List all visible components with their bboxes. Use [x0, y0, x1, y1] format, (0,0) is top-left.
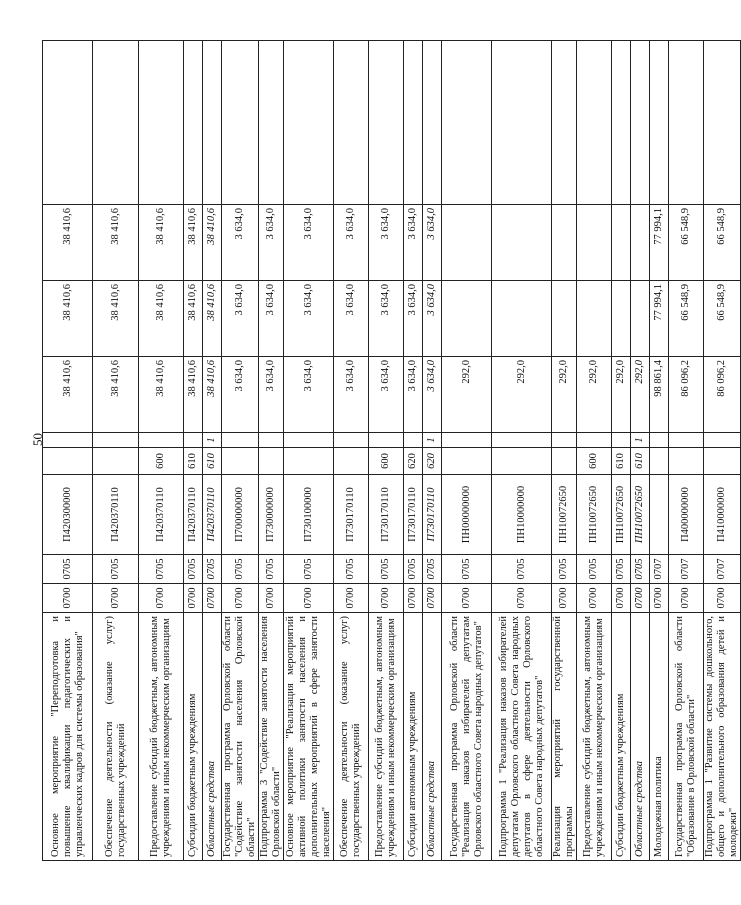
section-code: 0700: [184, 584, 203, 613]
amount-2: [442, 281, 492, 357]
section-code: 0700: [259, 584, 284, 613]
expense-type-code: 610: [631, 448, 650, 475]
expense-type-code: [334, 448, 369, 475]
section-code: 0700: [612, 584, 631, 613]
empty-cell: [203, 41, 222, 205]
funding-mark: 1: [203, 433, 222, 448]
funding-mark: [704, 433, 741, 448]
subsection-code: 0705: [492, 555, 552, 584]
amount-3: 3 634,0: [334, 205, 369, 281]
amount-2: 66 548,9: [704, 281, 741, 357]
amount-3: 38 410,6: [43, 205, 93, 281]
amount-2: 38 410,6: [184, 281, 203, 357]
funding-mark: [184, 433, 203, 448]
amount-1: 292,0: [612, 357, 631, 433]
row-name: Подпрограмма 3 "Содействие занятости населения Орловской области": [259, 613, 284, 861]
expense-type-code: [704, 448, 741, 475]
row-name: Субсидии автономным учреждениям: [404, 613, 423, 861]
subsection-code: 0705: [612, 555, 631, 584]
section-code: 0700: [334, 584, 369, 613]
amount-3: 66 548,9: [704, 205, 741, 281]
row-name: Обеспечение деятельности (оказание услуг) государственных учреждений: [334, 613, 369, 861]
amount-3: [492, 205, 552, 281]
amount-1: 3 634,0: [284, 357, 334, 433]
section-code: 0700: [704, 584, 741, 613]
target-article-code: П730170110: [334, 475, 369, 555]
funding-mark: [492, 433, 552, 448]
amount-1: 38 410,6: [93, 357, 139, 433]
row-name: Областные средства: [423, 613, 442, 861]
amount-2: 3 634,0: [259, 281, 284, 357]
section-code: 0700: [492, 584, 552, 613]
empty-cell: [669, 41, 704, 205]
expense-type-code: 610: [203, 448, 222, 475]
expense-type-code: [552, 448, 577, 475]
amount-2: [631, 281, 650, 357]
expense-type-code: [43, 448, 93, 475]
target-article-code: ПН10072650: [577, 475, 612, 555]
amount-2: 38 410,6: [93, 281, 139, 357]
row-name: Основное мероприятие "Переподготовка и повышение квалификации педагогических и управленческих кадров для системы образования": [43, 613, 93, 861]
table-row: [184, 41, 203, 861]
amount-1: 292,0: [442, 357, 492, 433]
subsection-code: 0705: [93, 555, 139, 584]
table-row: [669, 41, 704, 861]
amount-1: 38 410,6: [43, 357, 93, 433]
empty-cell: [631, 41, 650, 205]
target-article-code: П420370110: [184, 475, 203, 555]
table-row: [442, 41, 492, 861]
expense-type-code: 620: [404, 448, 423, 475]
amount-2: [577, 281, 612, 357]
amount-1: 86 096,2: [669, 357, 704, 433]
amount-1: 38 410,6: [203, 357, 222, 433]
expense-type-code: 610: [612, 448, 631, 475]
amount-2: 38 410,6: [139, 281, 184, 357]
amount-3: 38 410,6: [93, 205, 139, 281]
funding-mark: [93, 433, 139, 448]
empty-cell: [552, 41, 577, 205]
amount-3: 3 634,0: [222, 205, 259, 281]
funding-mark: [552, 433, 577, 448]
expense-type-code: [492, 448, 552, 475]
target-article-code: П420370110: [203, 475, 222, 555]
amount-3: 77 994,1: [650, 205, 669, 281]
target-article-code: П730170110: [404, 475, 423, 555]
amount-1: 3 634,0: [334, 357, 369, 433]
amount-3: 3 634,0: [284, 205, 334, 281]
table-row: [577, 41, 612, 861]
target-article-code: ПН10072650: [631, 475, 650, 555]
amount-3: 38 410,6: [184, 205, 203, 281]
target-article-code: П410000000: [704, 475, 741, 555]
target-article-code: П730000000: [259, 475, 284, 555]
subsection-code: 0705: [222, 555, 259, 584]
expense-type-code: [259, 448, 284, 475]
funding-mark: [577, 433, 612, 448]
subsection-code: 0705: [334, 555, 369, 584]
funding-mark: [404, 433, 423, 448]
amount-2: 38 410,6: [43, 281, 93, 357]
subsection-code: 0705: [139, 555, 184, 584]
row-name: Предоставление субсидий бюджетным, автономным учреждениям и иным некоммерческим организациям: [369, 613, 404, 861]
funding-mark: [222, 433, 259, 448]
section-code: 0700: [139, 584, 184, 613]
expense-type-code: [284, 448, 334, 475]
section-code: 0700: [203, 584, 222, 613]
empty-cell: [222, 41, 259, 205]
section-code: 0700: [284, 584, 334, 613]
subsection-code: 0705: [284, 555, 334, 584]
table-row: [650, 41, 669, 861]
amount-3: 66 548,9: [669, 205, 704, 281]
budget-table: [42, 40, 741, 861]
funding-mark: [369, 433, 404, 448]
amount-2: 3 634,0: [284, 281, 334, 357]
expense-type-code: 610: [184, 448, 203, 475]
empty-cell: [259, 41, 284, 205]
empty-cell: [43, 41, 93, 205]
empty-cell: [704, 41, 741, 205]
amount-3: [577, 205, 612, 281]
expense-type-code: [669, 448, 704, 475]
funding-mark: [334, 433, 369, 448]
subsection-code: 0705: [631, 555, 650, 584]
row-name: Обеспечение деятельности (оказание услуг) государственных учреждений: [93, 613, 139, 861]
target-article-code: П700000000: [222, 475, 259, 555]
amount-1: 98 861,4: [650, 357, 669, 433]
target-article-code: П420300000: [43, 475, 93, 555]
budget-table-body: [43, 41, 741, 861]
row-name: Реализация мероприятий государственной программы: [552, 613, 577, 861]
subsection-code: 0705: [423, 555, 442, 584]
amount-2: 3 634,0: [404, 281, 423, 357]
row-name: Областные средства: [631, 613, 650, 861]
amount-1: 86 096,2: [704, 357, 741, 433]
section-code: 0700: [369, 584, 404, 613]
subsection-code: 0705: [442, 555, 492, 584]
subsection-code: 0705: [259, 555, 284, 584]
amount-3: 3 634,0: [369, 205, 404, 281]
target-article-code: ПН10072650: [552, 475, 577, 555]
empty-cell: [423, 41, 442, 205]
amount-3: [442, 205, 492, 281]
target-article-code: П730170110: [369, 475, 404, 555]
funding-mark: [612, 433, 631, 448]
amount-1: 292,0: [631, 357, 650, 433]
amount-1: 292,0: [492, 357, 552, 433]
amount-3: 38 410,6: [139, 205, 184, 281]
section-code: 0700: [423, 584, 442, 613]
table-row: [284, 41, 334, 861]
row-name: Субсидии бюджетным учреждениям: [612, 613, 631, 861]
table-row: [612, 41, 631, 861]
row-name: Государственная программа Орловской области "Содействие занятости населения Орловской области": [222, 613, 259, 861]
amount-1: 292,0: [552, 357, 577, 433]
row-name: Государственная программа Орловской области "Реализация наказов избирателей депутатам Орловского областного Совета народных депутатов": [442, 613, 492, 861]
empty-cell: [650, 41, 669, 205]
section-code: 0700: [631, 584, 650, 613]
amount-2: 77 994,1: [650, 281, 669, 357]
empty-cell: [442, 41, 492, 205]
subsection-code: 0705: [203, 555, 222, 584]
funding-mark: 1: [423, 433, 442, 448]
funding-mark: [650, 433, 669, 448]
target-article-code: ПН00000000: [442, 475, 492, 555]
amount-1: 38 410,6: [184, 357, 203, 433]
expense-type-code: 600: [369, 448, 404, 475]
expense-type-code: [442, 448, 492, 475]
section-code: 0700: [404, 584, 423, 613]
empty-cell: [284, 41, 334, 205]
empty-cell: [334, 41, 369, 205]
subsection-code: 0707: [650, 555, 669, 584]
amount-1: 3 634,0: [259, 357, 284, 433]
subsection-code: 0707: [669, 555, 704, 584]
amount-2: 3 634,0: [423, 281, 442, 357]
table-row: [369, 41, 404, 861]
amount-1: 3 634,0: [369, 357, 404, 433]
target-article-code: П400000000: [669, 475, 704, 555]
section-code: 0700: [577, 584, 612, 613]
funding-mark: [442, 433, 492, 448]
target-article-code: П730170110: [423, 475, 442, 555]
table-row: [423, 41, 442, 861]
table-row: [404, 41, 423, 861]
expense-type-code: [93, 448, 139, 475]
amount-2: [492, 281, 552, 357]
row-name: Подпрограмма 1 "Реализация наказов избирателей депутатам Орловского областного Совета народных депутатов в сфере деятельности Орловского областного Совета народных депутатов": [492, 613, 552, 861]
amount-1: 3 634,0: [404, 357, 423, 433]
target-article-code: ПН10000000: [492, 475, 552, 555]
row-name: Предоставление субсидий бюджетным, автономным учреждениям и иным некоммерческим организациям: [577, 613, 612, 861]
amount-1: 3 634,0: [222, 357, 259, 433]
amount-2: [552, 281, 577, 357]
expense-type-code: 600: [577, 448, 612, 475]
section-code: 0700: [442, 584, 492, 613]
table-row: [43, 41, 93, 861]
section-code: 0700: [669, 584, 704, 613]
row-name: Молодежная политика: [650, 613, 669, 861]
target-article-code: [650, 475, 669, 555]
amount-3: [631, 205, 650, 281]
expense-type-code: 600: [139, 448, 184, 475]
amount-3: 3 634,0: [423, 205, 442, 281]
row-name: Областные средства: [203, 613, 222, 861]
subsection-code: 0705: [43, 555, 93, 584]
amount-3: [552, 205, 577, 281]
funding-mark: [284, 433, 334, 448]
subsection-code: 0705: [577, 555, 612, 584]
subsection-code: 0705: [552, 555, 577, 584]
amount-3: 3 634,0: [404, 205, 423, 281]
table-row: [259, 41, 284, 861]
section-code: 0700: [222, 584, 259, 613]
empty-cell: [369, 41, 404, 205]
subsection-code: 0705: [184, 555, 203, 584]
amount-2: [612, 281, 631, 357]
table-row: [139, 41, 184, 861]
expense-type-code: [650, 448, 669, 475]
empty-cell: [492, 41, 552, 205]
amount-1: 3 634,0: [423, 357, 442, 433]
target-article-code: П730100000: [284, 475, 334, 555]
empty-cell: [612, 41, 631, 205]
target-article-code: П420370110: [139, 475, 184, 555]
row-name: Предоставление субсидий бюджетным, автономным учреждениям и иным некоммерческим организациям: [139, 613, 184, 861]
page-number: 50: [30, 433, 45, 446]
table-row: [492, 41, 552, 861]
empty-cell: [404, 41, 423, 205]
funding-mark: [139, 433, 184, 448]
table-row: [334, 41, 369, 861]
section-code: 0700: [650, 584, 669, 613]
row-name: Подпрограмма 1 "Развитие системы дошкольного, общего и дополнительного образования детей и молодежи": [704, 613, 741, 861]
table-row: [93, 41, 139, 861]
expense-type-code: [222, 448, 259, 475]
table-row: [222, 41, 259, 861]
section-code: 0700: [43, 584, 93, 613]
amount-2: 3 634,0: [369, 281, 404, 357]
budget-table-rotated: [42, 41, 739, 861]
table-row: [631, 41, 650, 861]
amount-2: 38 410,6: [203, 281, 222, 357]
amount-2: 3 634,0: [222, 281, 259, 357]
amount-1: 38 410,6: [139, 357, 184, 433]
empty-cell: [184, 41, 203, 205]
amount-3: 3 634,0: [259, 205, 284, 281]
amount-2: 3 634,0: [334, 281, 369, 357]
funding-mark: [259, 433, 284, 448]
target-article-code: П420370110: [93, 475, 139, 555]
empty-cell: [577, 41, 612, 205]
section-code: 0700: [552, 584, 577, 613]
amount-2: 66 548,9: [669, 281, 704, 357]
subsection-code: 0705: [369, 555, 404, 584]
table-row: [203, 41, 222, 861]
empty-cell: [139, 41, 184, 205]
amount-1: 292,0: [577, 357, 612, 433]
table-row: [704, 41, 741, 861]
row-name: Государственная программа Орловской области "Образование в Орловской области": [669, 613, 704, 861]
row-name: Основное мероприятие "Реализация мероприятий активной политики занятости населения и дополнительных мероприятий в сфере занятости населения": [284, 613, 334, 861]
expense-type-code: 620: [423, 448, 442, 475]
funding-mark: [43, 433, 93, 448]
subsection-code: 0705: [404, 555, 423, 584]
table-row: [552, 41, 577, 861]
target-article-code: ПН10072650: [612, 475, 631, 555]
funding-mark: 1: [631, 433, 650, 448]
row-name: Субсидии бюджетным учреждениям: [184, 613, 203, 861]
amount-3: 38 410,6: [203, 205, 222, 281]
section-code: 0700: [93, 584, 139, 613]
amount-3: [612, 205, 631, 281]
subsection-code: 0707: [704, 555, 741, 584]
empty-cell: [93, 41, 139, 205]
funding-mark: [669, 433, 704, 448]
